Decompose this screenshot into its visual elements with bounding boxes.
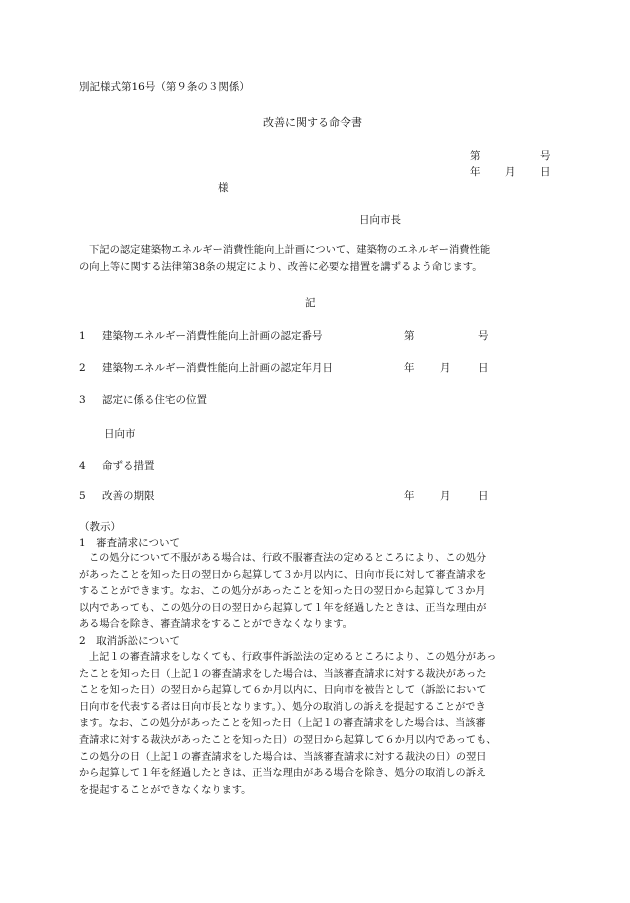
addressee-suffix: 様 xyxy=(218,182,229,194)
notice-section-2-body: 上記１の審査請求をしなくても、行政事件訴訟法の定めるところにより、この処分があっ たことを知った日（上記１の審査請求をした場合は、当該審査請求に対する裁決があった ことを知った日）の翌日から起算して６か月以内に、日向市を被告として（訴訟において 日向市を代表する者は日向市長となります。）、処分の取消しの訴えを提起することができ ます。なお、この処分があったことを知った日（上記１の審査請求をした場合は、当該審 査請求に対する裁決があったことを知った日）の翌日から起算して６か月以内であっても、 この処分の日（上記１の審査請求をした場合は、当該審査請求に対する裁決の日）の翌日 から起算して１年を経過したときは、正当な理由がある場合を除き、処分の取消しの訴え を提起することができなくなります。 xyxy=(79,652,497,796)
notice-section-1-body: この処分について不服がある場合は、行政不服審査法の定めるところにより、この処分 があったことを知った日の翌日から起算して３か月以内に、日向市長に対して審査請求を することができます。なお、この処分があったことを知った日の翌日から起算して３か月 以内であっても、この処分の日の翌日から起算して１年を経過したときは、正当な理由が ある場合を除き、審査請求をすることができなくなります。 xyxy=(79,553,487,631)
intro-paragraph: 下記の認定建築物エネルギー消費性能向上計画について、建築物のエネルギー消費性能 の向上等に関する法律第38条の規定により、改善に必要な措置を講ずるよう命じます。 xyxy=(79,244,491,273)
issuer: 日向市長 xyxy=(359,214,401,226)
ki-heading: 記 xyxy=(305,297,316,309)
form-label: 別記様式第16号（第９条の３関係） xyxy=(79,81,250,93)
notice-heading: （教示） xyxy=(79,521,121,533)
document-title: 改善に関する命令書 xyxy=(263,116,362,129)
notice-section-2-title: 2 取消訴訟について xyxy=(79,635,180,647)
notice-section-1-title: 1 審査請求について xyxy=(79,537,180,549)
